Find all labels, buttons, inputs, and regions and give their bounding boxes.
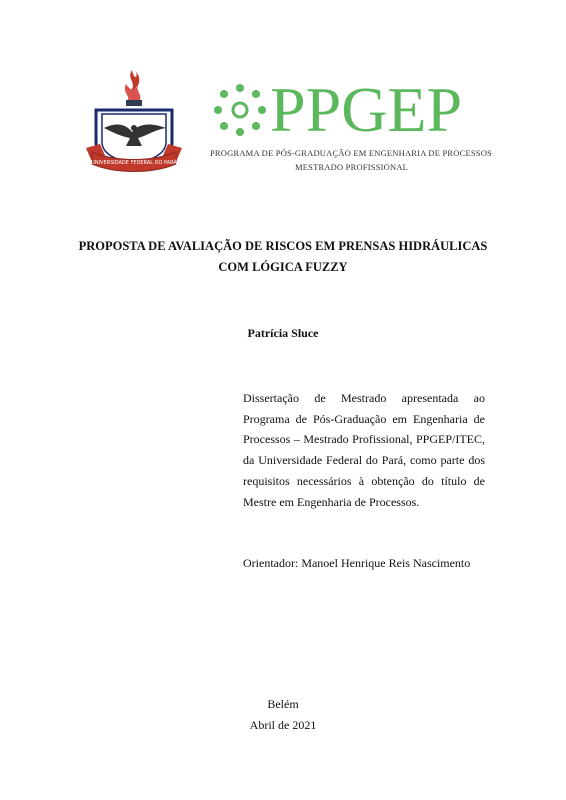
ppgep-wordmark: PPGEP	[270, 74, 463, 145]
svg-text:UNIVERSIDADE FEDERAL DO PARÁ: UNIVERSIDADE FEDERAL DO PARÁ	[91, 160, 177, 166]
thesis-title-line-1: PROPOSTA DE AVALIAÇÃO DE RISCOS EM PRENSAS HIDRÁULICAS	[78, 239, 488, 253]
university-seal-logo	[86, 66, 182, 186]
ppgep-program-name: PROGRAMA DE PÓS-GRADUAÇÃO EM ENGENHARIA DE PROCESSOS	[210, 148, 492, 158]
ppgep-course-name: MESTRADO PROFISSIONAL	[295, 162, 409, 172]
ppgep-logo	[210, 74, 492, 178]
dissertation-description: Dissertação de Mestrado apresentada ao Programa de Pós-Graduação em Engenharia de Processos – Mestrado Profissional, PPGEP/ITEC, da Universidade Federal do Pará, como parte dos requisitos necessários à obtenção do título de Mestre em Engenharia de Processos.	[243, 391, 485, 509]
author-name: Patrícia Sluce	[247, 326, 319, 340]
university-seal-icon	[86, 66, 182, 186]
ppgep-dots-icon	[210, 80, 270, 140]
date: Abril de 2021	[249, 718, 317, 732]
thesis-title-line-2: COM LÓGICA FUZZY	[218, 260, 348, 274]
thesis-title	[60, 236, 506, 278]
place-and-date	[0, 694, 566, 736]
advisor-line: Orientador: Manoel Henrique Reis Nascimento	[243, 556, 471, 570]
city: Belém	[267, 697, 299, 711]
